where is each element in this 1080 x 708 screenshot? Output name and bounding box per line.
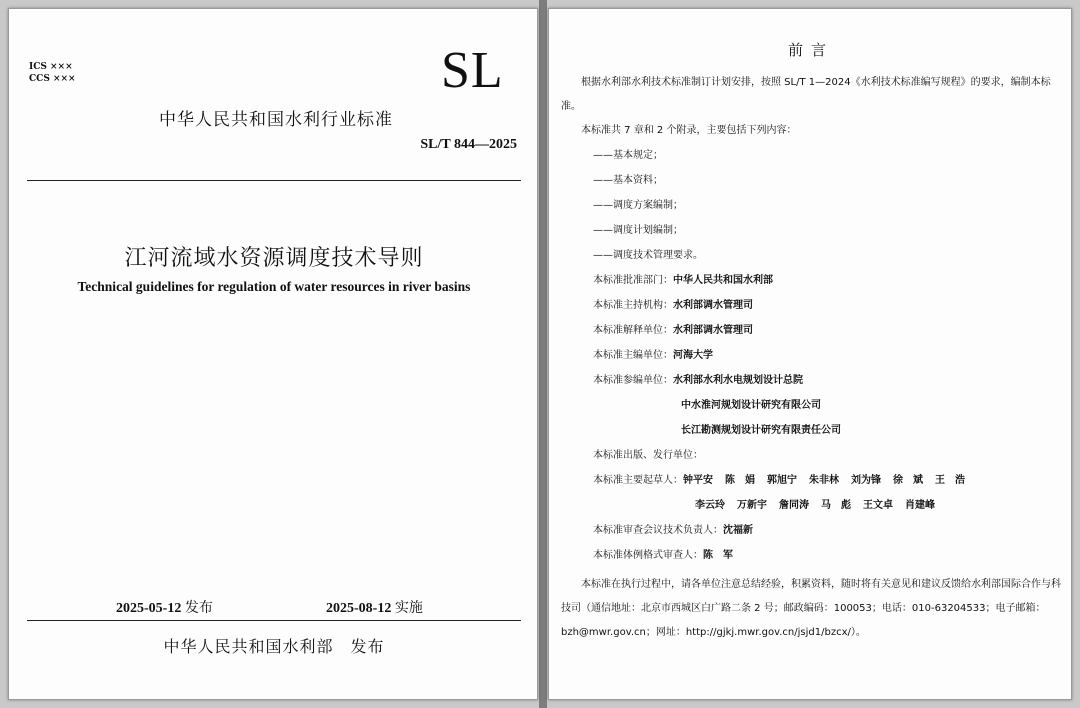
interpret-label: 本标准解释单位： — [593, 325, 673, 336]
drafter: 王文卓 — [863, 500, 893, 511]
feedback-paragraph: 本标准在执行过程中，请各单位注意总结经验，积累资料，随时将有关意见和建议反馈给水利部国际合作与科技司（通信地址：北京市西城区白广路二条 2 号；邮政编码：100053；电话：010-63204533；电子邮箱：bzh@mwr.gov.cn；网址：http://gjkj.mwr.gov.cn/jsjd1/bzcx/）。 — [561, 579, 1061, 638]
format-value: 陈 军 — [703, 550, 733, 561]
publisher: 中华人民共和国水利部 发布 — [163, 637, 385, 656]
issue-date-row — [116, 597, 213, 617]
contents-item: ——基本资料； — [593, 175, 663, 186]
issue-label: 发布 — [184, 600, 213, 616]
contents-item: ——调度计划编制； — [593, 225, 683, 236]
standard-code: SL/T 844—2025 — [420, 137, 517, 152]
participant: 长江勘测规划设计研究有限责任公司 — [681, 425, 841, 436]
preface-intro: 根据水利部水利技术标准制订计划安排，按照 SL/T 1—2024《水利技术标准编写规程》的要求，编制本标准。 — [561, 77, 1051, 112]
drafter: 王 浩 — [935, 475, 965, 486]
drafters-row — [593, 474, 977, 488]
title-english: Technical guidelines for regulation of water resources in river basins — [77, 279, 471, 294]
drafter: 徐 斌 — [893, 475, 923, 486]
drafter: 肖建峰 — [905, 500, 935, 511]
drafter: 李云玲 — [695, 500, 725, 511]
reviewer-value: 沈福新 — [723, 525, 753, 536]
host-value: 水利部调水管理司 — [673, 300, 753, 311]
drafters-label: 本标准主要起草人： — [593, 475, 683, 486]
contents-item: ——基本规定； — [593, 150, 663, 161]
preface-page — [548, 8, 1072, 700]
format-label: 本标准体例格式审查人： — [593, 550, 703, 561]
sl-logo: SL — [441, 42, 504, 99]
host-row — [593, 299, 753, 313]
publish-row: 本标准出版、发行单位： — [593, 450, 703, 461]
drafter: 朱非林 — [809, 475, 839, 486]
contents-intro: 本标准共 7 章和 2 个附录，主要包括下列内容： — [581, 125, 797, 136]
interpret-row — [593, 324, 753, 338]
preface-title: 前言 — [787, 41, 834, 59]
ics-code: ICS ××× — [29, 62, 73, 72]
drafter: 钟平安 — [683, 475, 713, 486]
reviewer-label: 本标准审查会议技术负责人： — [593, 525, 723, 536]
chief-label: 本标准主编单位： — [593, 350, 673, 361]
chief-row — [593, 349, 713, 363]
drafter: 郭旭宁 — [767, 475, 797, 486]
approval-row — [593, 274, 773, 288]
participant: 水利部水利水电规划设计总院 — [673, 375, 803, 386]
top-divider — [27, 180, 521, 181]
classification-codes — [29, 61, 76, 85]
ccs-code: CCS ××× — [29, 74, 76, 84]
drafter: 詹同涛 — [779, 500, 809, 511]
book-spine — [539, 0, 547, 708]
approval-value: 中华人民共和国水利部 — [673, 275, 773, 286]
participant-row — [681, 424, 841, 438]
contents-item: ——调度技术管理要求。 — [593, 250, 703, 261]
cover-page — [8, 8, 538, 700]
participant-row — [681, 399, 821, 413]
participants-row — [593, 374, 803, 388]
drafter: 万新宇 — [737, 500, 767, 511]
drafter: 陈 娟 — [725, 475, 755, 486]
interpret-value: 水利部调水管理司 — [673, 325, 753, 336]
host-label: 本标准主持机构： — [593, 300, 673, 311]
participant: 中水淮河规划设计研究有限公司 — [681, 400, 821, 411]
drafter: 马 彪 — [821, 500, 851, 511]
drafters-row-2 — [695, 499, 947, 513]
impl-date-row — [326, 597, 423, 617]
impl-label: 实施 — [394, 600, 423, 616]
chief-value: 河海大学 — [673, 350, 713, 361]
impl-date: 2025-08-12 — [326, 601, 392, 616]
title-chinese: 江河流域水资源调度技术导则 — [124, 246, 424, 271]
drafter: 刘为锋 — [851, 475, 881, 486]
reviewer-row — [593, 524, 753, 538]
format-row — [593, 549, 733, 563]
contents-item: ——调度方案编制； — [593, 200, 683, 211]
industry-standard-label: 中华人民共和国水利行业标准 — [159, 110, 393, 130]
issue-date: 2025-05-12 — [116, 601, 182, 616]
participants-label: 本标准参编单位： — [593, 375, 673, 386]
approval-label: 本标准批准部门： — [593, 275, 673, 286]
bottom-divider — [27, 620, 521, 621]
